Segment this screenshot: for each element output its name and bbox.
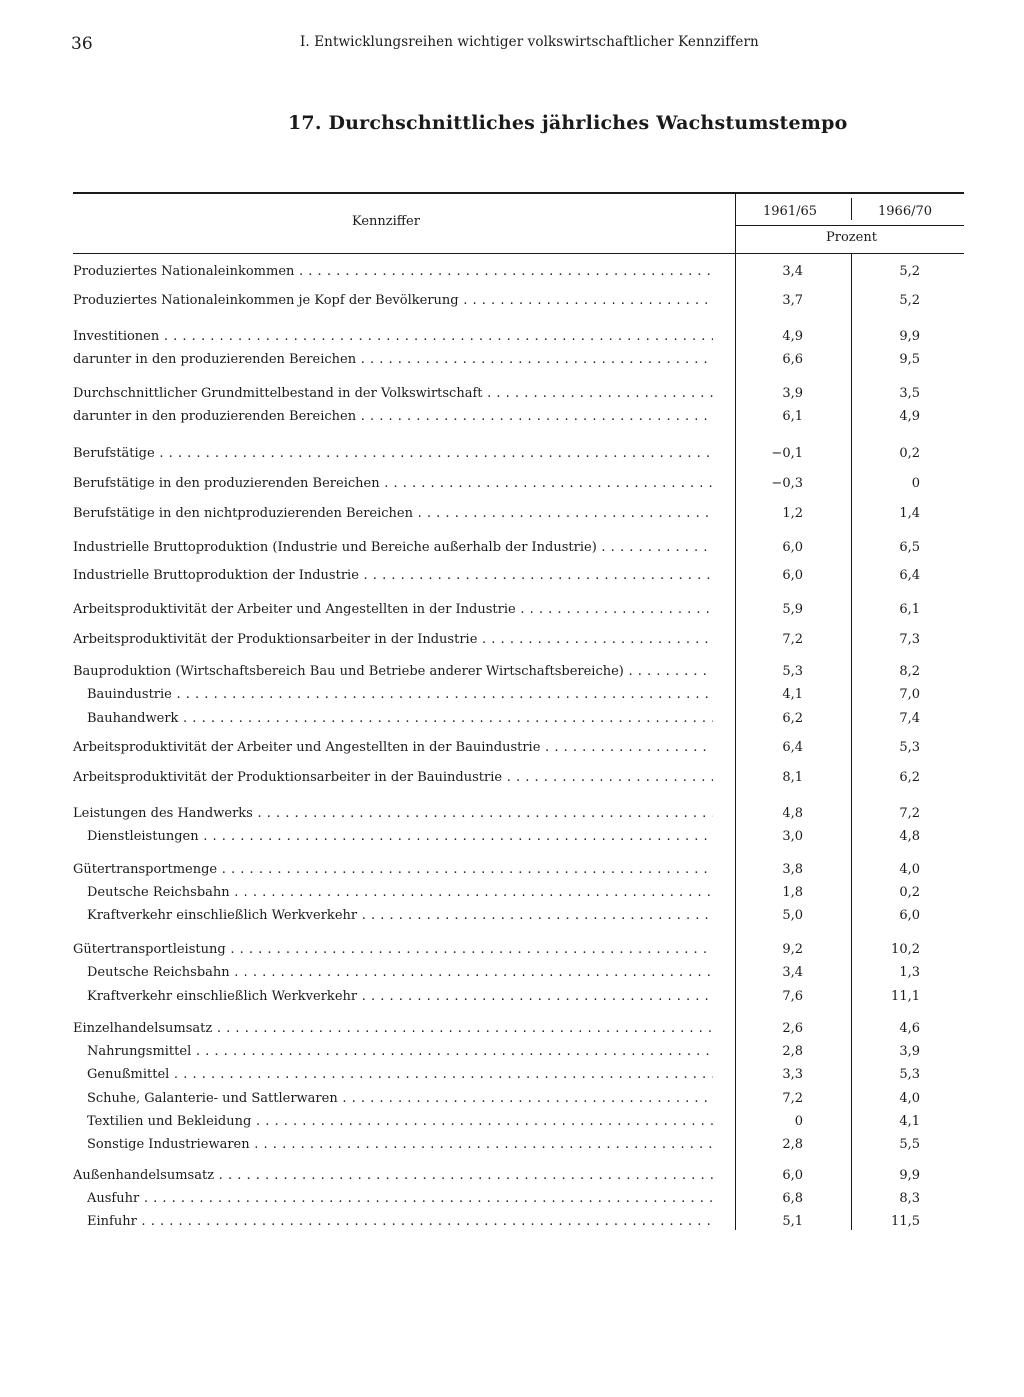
table-row	[0, 908, 1024, 928]
row-label: Bauhandwerk . . .	[87, 711, 713, 726]
value-1966-70: 0,2	[899, 885, 920, 900]
unit-rule	[735, 225, 964, 226]
value-1961-65: 3,3	[782, 1067, 803, 1082]
value-1961-65: 3,7	[782, 293, 803, 308]
row-label: Berufstätige in den nichtproduzierenden Bereichen . . .	[73, 506, 713, 521]
value-1961-65: 6,0	[782, 540, 803, 555]
table-row	[0, 664, 1024, 684]
value-1966-70: 4,8	[899, 829, 920, 844]
table-row	[0, 1168, 1024, 1188]
row-label: Gütertransportmenge . . .	[73, 862, 713, 877]
row-label: Ausfuhr . . .	[87, 1191, 713, 1206]
row-label: Textilien und Bekleidung . . .	[87, 1114, 713, 1129]
value-1961-65: 6,2	[782, 711, 803, 726]
running-head: I. Entwicklungsreihen wichtiger volkswirtschaftlicher Kennziffern	[300, 34, 759, 50]
value-1966-70: 4,0	[899, 1091, 920, 1106]
value-1961-65: 7,2	[782, 1091, 803, 1106]
value-1961-65: 6,4	[782, 740, 803, 755]
table-row	[0, 687, 1024, 707]
value-1966-70: 8,2	[899, 664, 920, 679]
value-1961-65: −0,3	[771, 476, 803, 491]
row-label: Einzelhandelsumsatz . . .	[73, 1021, 713, 1036]
table-row	[0, 942, 1024, 962]
value-1966-70: 7,2	[899, 806, 920, 821]
value-1966-70: 5,3	[899, 740, 920, 755]
value-1961-65: 2,6	[782, 1021, 803, 1036]
row-label: Gütertransportleistung . . .	[73, 942, 713, 957]
table-row	[0, 829, 1024, 849]
row-label: Bauproduktion (Wirtschaftsbereich Bau und Betriebe anderer Wirtschaftsbereiche) . . .	[73, 664, 713, 679]
value-1961-65: 1,2	[782, 506, 803, 521]
table-row	[0, 806, 1024, 826]
row-label: Genußmittel . . .	[87, 1067, 713, 1082]
header-unit: Prozent	[826, 230, 877, 245]
value-1966-70: 7,0	[899, 687, 920, 702]
value-1961-65: 2,8	[782, 1137, 803, 1152]
value-1966-70: 6,5	[899, 540, 920, 555]
value-1961-65: 6,6	[782, 352, 803, 367]
period-divider	[851, 198, 852, 220]
value-1961-65: 7,6	[782, 989, 803, 1004]
value-1961-65: 5,3	[782, 664, 803, 679]
table-row	[0, 1067, 1024, 1087]
value-1966-70: 11,5	[891, 1214, 920, 1229]
value-1966-70: 9,9	[899, 329, 920, 344]
header-period-1966-70: 1966/70	[878, 204, 933, 219]
value-1966-70: 9,5	[899, 352, 920, 367]
value-1961-65: 6,0	[782, 568, 803, 583]
table-row	[0, 989, 1024, 1009]
header-kennziffer: Kennziffer	[352, 214, 420, 229]
table-title: 17. Durchschnittliches jährliches Wachstumstempo	[288, 112, 848, 134]
row-label: Dienstleistungen . . .	[87, 829, 713, 844]
value-1961-65: 5,0	[782, 908, 803, 923]
table-row	[0, 352, 1024, 372]
table-row	[0, 602, 1024, 622]
value-1966-70: 1,3	[899, 965, 920, 980]
table-row	[0, 446, 1024, 466]
table-row	[0, 540, 1024, 560]
value-1966-70: 4,9	[899, 409, 920, 424]
value-1966-70: 4,0	[899, 862, 920, 877]
value-1961-65: −0,1	[771, 446, 803, 461]
table-row	[0, 740, 1024, 760]
row-label: Industrielle Bruttoproduktion (Industrie und Bereiche außerhalb der Industrie) . . .	[73, 540, 713, 555]
row-label: Kraftverkehr einschließlich Werkverkehr . . .	[87, 908, 713, 923]
table-row	[0, 506, 1024, 526]
value-1966-70: 4,1	[899, 1114, 920, 1129]
row-label: darunter in den produzierenden Bereichen . . .	[73, 352, 713, 367]
row-label: Kraftverkehr einschließlich Werkverkehr . . .	[87, 989, 713, 1004]
table-row	[0, 862, 1024, 882]
table-row	[0, 293, 1024, 313]
value-1961-65: 6,8	[782, 1191, 803, 1206]
value-1966-70: 5,2	[899, 293, 920, 308]
value-1961-65: 6,0	[782, 1168, 803, 1183]
value-1966-70: 5,2	[899, 264, 920, 279]
table-row	[0, 1137, 1024, 1157]
row-label: Produziertes Nationaleinkommen je Kopf der Bevölkerung . . .	[73, 293, 713, 308]
table-row	[0, 885, 1024, 905]
value-1961-65: 5,9	[782, 602, 803, 617]
header-bottom-rule	[73, 253, 964, 254]
table-row	[0, 264, 1024, 284]
value-1961-65: 4,9	[782, 329, 803, 344]
value-1961-65: 3,4	[782, 264, 803, 279]
row-label: Arbeitsproduktivität der Produktionsarbeiter in der Bauindustrie . . .	[73, 770, 713, 785]
value-1966-70: 0	[911, 476, 920, 491]
value-1966-70: 11,1	[891, 989, 920, 1004]
table-row	[0, 1021, 1024, 1041]
value-1961-65: 3,0	[782, 829, 803, 844]
row-label: Sonstige Industriewaren . . .	[87, 1137, 713, 1152]
row-label: Bauindustrie . . .	[87, 687, 713, 702]
row-label: Durchschnittlicher Grundmittelbestand in der Volkswirtschaft . . .	[73, 386, 713, 401]
row-label: Berufstätige in den produzierenden Bereichen . . .	[73, 476, 713, 491]
value-1966-70: 7,3	[899, 632, 920, 647]
value-1961-65: 9,2	[782, 942, 803, 957]
table-row	[0, 1114, 1024, 1134]
value-1961-65: 6,1	[782, 409, 803, 424]
row-label: Produziertes Nationaleinkommen . . .	[73, 264, 713, 279]
value-1966-70: 1,4	[899, 506, 920, 521]
value-1966-70: 6,2	[899, 770, 920, 785]
page-number: 36	[71, 34, 93, 54]
row-label: Außenhandelsumsatz . . .	[73, 1168, 713, 1183]
value-1966-70: 3,5	[899, 386, 920, 401]
value-1961-65: 3,9	[782, 386, 803, 401]
row-label: Arbeitsproduktivität der Produktionsarbeiter in der Industrie . . .	[73, 632, 713, 647]
value-1961-65: 8,1	[782, 770, 803, 785]
table-row	[0, 711, 1024, 731]
table-row	[0, 1214, 1024, 1234]
row-label: Investitionen . . .	[73, 329, 713, 344]
value-1966-70: 9,9	[899, 1168, 920, 1183]
value-1961-65: 7,2	[782, 632, 803, 647]
value-1961-65: 5,1	[782, 1214, 803, 1229]
row-label: Schuhe, Galanterie- und Sattlerwaren . . .	[87, 1091, 713, 1106]
value-1961-65: 1,8	[782, 885, 803, 900]
table-row	[0, 1091, 1024, 1111]
table-top-rule	[73, 192, 964, 194]
value-1966-70: 4,6	[899, 1021, 920, 1036]
value-1961-65: 4,1	[782, 687, 803, 702]
value-1966-70: 0,2	[899, 446, 920, 461]
value-1961-65: 0	[794, 1114, 803, 1129]
row-label: Arbeitsproduktivität der Arbeiter und Angestellten in der Industrie . . .	[73, 602, 713, 617]
table-row	[0, 965, 1024, 985]
table-row	[0, 632, 1024, 652]
value-1966-70: 6,0	[899, 908, 920, 923]
value-1966-70: 6,4	[899, 568, 920, 583]
table-row	[0, 770, 1024, 790]
table-row	[0, 409, 1024, 429]
table-row	[0, 1044, 1024, 1064]
value-1966-70: 8,3	[899, 1191, 920, 1206]
table-row	[0, 329, 1024, 349]
value-1966-70: 5,5	[899, 1137, 920, 1152]
row-label: Berufstätige . . .	[73, 446, 713, 461]
value-1961-65: 2,8	[782, 1044, 803, 1059]
value-1966-70: 6,1	[899, 602, 920, 617]
value-1961-65: 3,4	[782, 965, 803, 980]
table-row	[0, 1191, 1024, 1211]
value-1961-65: 3,8	[782, 862, 803, 877]
row-label: Leistungen des Handwerks . . .	[73, 806, 713, 821]
value-1966-70: 7,4	[899, 711, 920, 726]
table-row	[0, 386, 1024, 406]
row-label: Deutsche Reichsbahn . . .	[87, 885, 713, 900]
table-row	[0, 568, 1024, 588]
value-1961-65: 4,8	[782, 806, 803, 821]
header-period-1961-65: 1961/65	[763, 204, 818, 219]
row-label: darunter in den produzierenden Bereichen . . .	[73, 409, 713, 424]
row-label: Industrielle Bruttoproduktion der Industrie . . .	[73, 568, 713, 583]
value-1966-70: 10,2	[891, 942, 920, 957]
row-label: Arbeitsproduktivität der Arbeiter und Angestellten in der Bauindustrie . . .	[73, 740, 713, 755]
value-1966-70: 5,3	[899, 1067, 920, 1082]
row-label: Einfuhr . . .	[87, 1214, 713, 1229]
value-1966-70: 3,9	[899, 1044, 920, 1059]
table-row	[0, 476, 1024, 496]
row-label: Deutsche Reichsbahn . . .	[87, 965, 713, 980]
row-label: Nahrungsmittel . . .	[87, 1044, 713, 1059]
